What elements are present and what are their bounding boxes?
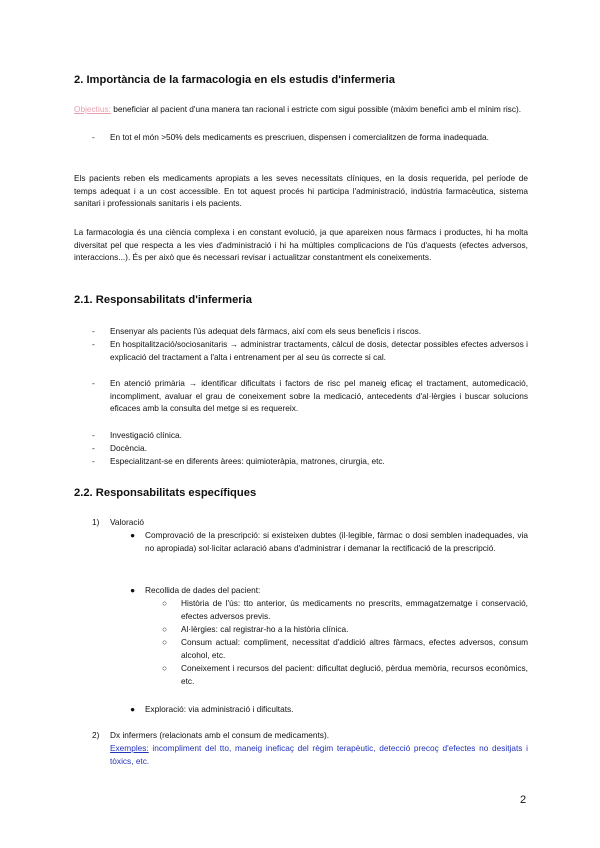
circle-marker: ○ [162, 637, 168, 647]
circle-marker: ○ [162, 624, 168, 634]
valoracio-bullet: Recollida de dades del pacient: [145, 585, 261, 595]
dash-marker: - [92, 339, 95, 349]
number-marker: 1) [92, 517, 100, 527]
valoracio-subitem: Al·lèrgies: cal registrar-ho a la història clínica. [181, 624, 349, 634]
dash-marker: - [92, 430, 95, 440]
resp-item: Investigació clínica. [110, 430, 182, 440]
dash-marker: - [92, 326, 95, 336]
dash-marker: - [92, 456, 95, 466]
valoracio-bullet: Exploració: via administració i dificultats. [145, 704, 294, 714]
valoracio-subitem: Història de l'ús: tto anterior, ús medicaments no prescrits, emmagatzematge i conservació, efectes adversos previs. [181, 598, 528, 621]
resp-item: En atenció primària → identificar dificultats i factors de risc pel maneig eficaç el tractament, automedicació, incompliment, avaluar el grau de coneixement sobre la medicació, antecedents d'al·lèrgies i buscar solucions eficaces amb la consulta del metge si es requereix. [110, 378, 528, 414]
bullet-marker: ● [130, 530, 136, 540]
resp-item: En hospitalització/sociosanitaris → administrar tractaments, càlcul de dosis, detectar possibles efectes adversos i explicació del tractament a l'alta i entrenament per al seu ús correcte si cal. [110, 339, 528, 362]
exemples-label: Exemples: [110, 743, 149, 753]
valoracio-title: Valoració [110, 517, 144, 527]
circle-marker: ○ [162, 598, 168, 608]
heading-section-2-2: 2.2. Responsabilitats específiques [74, 487, 257, 499]
dash-marker: - [92, 443, 95, 453]
resp-item: Especialitzant-se en diferents àrees: quimioteràpia, matrones, cirurgia, etc. [110, 456, 385, 466]
valoracio-bullet: Comprovació de la prescripció: si existeixen dubtes (il·legible, fàrmac o dosi semblen inadequades, via no apropiada) sol·licitar aclaració abans d'administrar i demanar la rectificació de la prescripció. [145, 530, 528, 553]
resp-item: Docència. [110, 443, 147, 453]
objectius-label: Objectius: [74, 104, 111, 114]
bullet-marker: ● [130, 585, 136, 595]
objectius-bullet: En tot el món >50% dels medicaments es prescriuen, dispensen i comercialitzen de forma inadequada. [110, 132, 489, 142]
heading-section-2-1: 2.1. Responsabilitats d'infermeria [74, 294, 252, 306]
paragraph-2: La farmacologia és una ciència complexa i en constant evolució, ja que apareixen nous fàrmacs i productes, hi ha molta diversitat pel que respecta a les vies d'administració i hi ha múltiples complicacions de l'ús d'aquests (efectes adversos, interaccions...). És per això que és necessari revisar i actualitzar constantment els coneixements. [74, 227, 528, 263]
dash-marker: - [92, 132, 95, 142]
bullet-marker: ● [130, 704, 136, 714]
resp-item: Ensenyar als pacients l'ús adequat dels fàrmacs, així com els seus beneficis i riscos. [110, 326, 422, 336]
number-marker: 2) [92, 730, 100, 740]
circle-marker: ○ [162, 663, 168, 673]
valoracio-subitem: Coneixement i recursos del pacient: dificultat deglució, pèrdua memòria, recursos econòmics, etc. [181, 663, 528, 686]
exemples-paragraph [110, 742, 528, 767]
exemples-text: incompliment del tto, maneig ineficaç del règim terapèutic, detecció precoç d'efectes no desitjats i tòxics, etc. [110, 743, 528, 766]
valoracio-subitem: Consum actual: compliment, necessitat d'addició altres fàrmacs, efectes adversos, consum alcohol, etc. [181, 637, 528, 660]
objectius-text: beneficiar al pacient d'una manera tan racional i estricte com sigui possible (màxim benefici amb el mínim risc). [113, 104, 522, 114]
objectius-paragraph [74, 103, 528, 116]
dash-marker: - [92, 378, 95, 388]
dx-title: Dx infermers (relacionats amb el consum de medicaments). [110, 730, 330, 740]
heading-section-2: 2. Importància de la farmacologia en els estudis d'infermeria [74, 74, 395, 86]
page-number: 2 [520, 794, 527, 806]
paragraph-1: Els pacients reben els medicaments apropiats a les seves necessitats clíniques, en la dosis requerida, pel període de temps adequat i a un cost accessible. En tot aquest procés hi participa l'administració, indústria farmacèutica, sistema sanitari i professionals sanitaris i els pacients. [74, 173, 528, 209]
